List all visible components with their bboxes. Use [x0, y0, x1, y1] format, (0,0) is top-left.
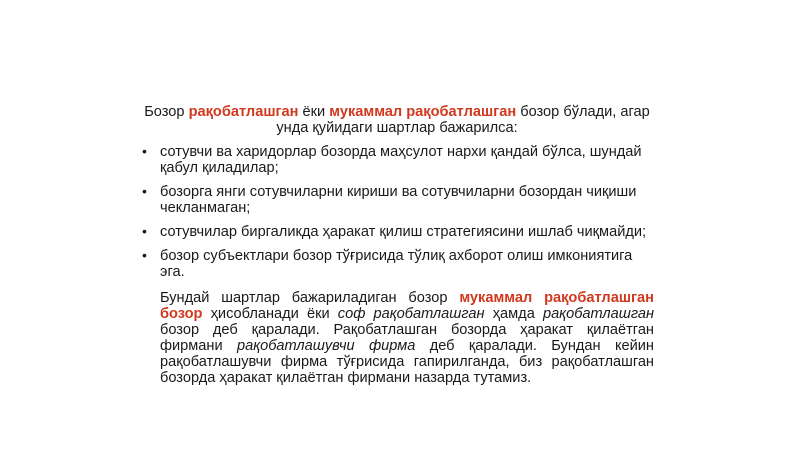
intro-text-2: ёки	[298, 104, 330, 120]
list-item	[140, 224, 654, 240]
bullet-icon: •	[142, 247, 147, 263]
bullet-icon: •	[142, 183, 147, 199]
intro-highlight-1: рақобатлашган	[188, 104, 299, 120]
list-item-text: сотувчи ва харидорлар бозорда маҳсулот нархи қандай бўлса, шундай қабул қиладилар;	[160, 144, 642, 176]
intro-text-1: Бозор	[144, 104, 189, 120]
list-item	[140, 184, 654, 216]
conditions-list	[140, 144, 654, 280]
bullet-icon: •	[142, 143, 147, 159]
intro-text-3: бозор бўлади, агар унда қуйидаги шартлар бажарилса:	[276, 104, 650, 136]
list-item-text: сотувчилар биргаликда ҳаракат қилиш стратегиясини ишлаб чиқмайди;	[160, 224, 647, 240]
para-text-5: деб қаралади. Бундан кейин рақобатлашувчи фирма тўғрисида гапирилганда, биз рақобатлашган бозорда ҳаракат қилаётган фирмани назарда тутамиз.	[160, 338, 654, 386]
para-italic-1: соф рақобатлашган	[337, 306, 485, 322]
bullet-icon: •	[142, 223, 147, 239]
intro-highlight-2: мукаммал рақобатлашган	[329, 104, 517, 120]
para-text-1: Бундай шартлар бажариладиган бозор	[160, 290, 460, 306]
explanation-paragraph	[160, 290, 654, 386]
para-text-3: ҳамда	[484, 306, 543, 322]
para-text-2: ҳисобланади ёки	[202, 306, 338, 322]
list-item-text: бозорга янги сотувчиларни кириши ва сотувчиларни бозордан чиқиши чекланмаган;	[160, 184, 637, 216]
list-item	[140, 144, 654, 176]
intro-paragraph	[140, 104, 654, 136]
slide-content	[140, 104, 654, 386]
list-item-text: бозор субъектлари бозор тўғрисида тўлиқ ахборот олиш имкониятига эга.	[160, 248, 633, 280]
para-text-4: бозор деб қаралади. Рақобатлашган бозорда ҳаракат қилаётган фирмани	[160, 322, 654, 354]
para-italic-2: рақобатлашган	[542, 306, 654, 322]
list-item	[140, 248, 654, 280]
para-highlight: мукаммал рақобатлашган бозор	[160, 290, 654, 322]
para-italic-3: рақобатлашувчи фирма	[236, 338, 416, 354]
